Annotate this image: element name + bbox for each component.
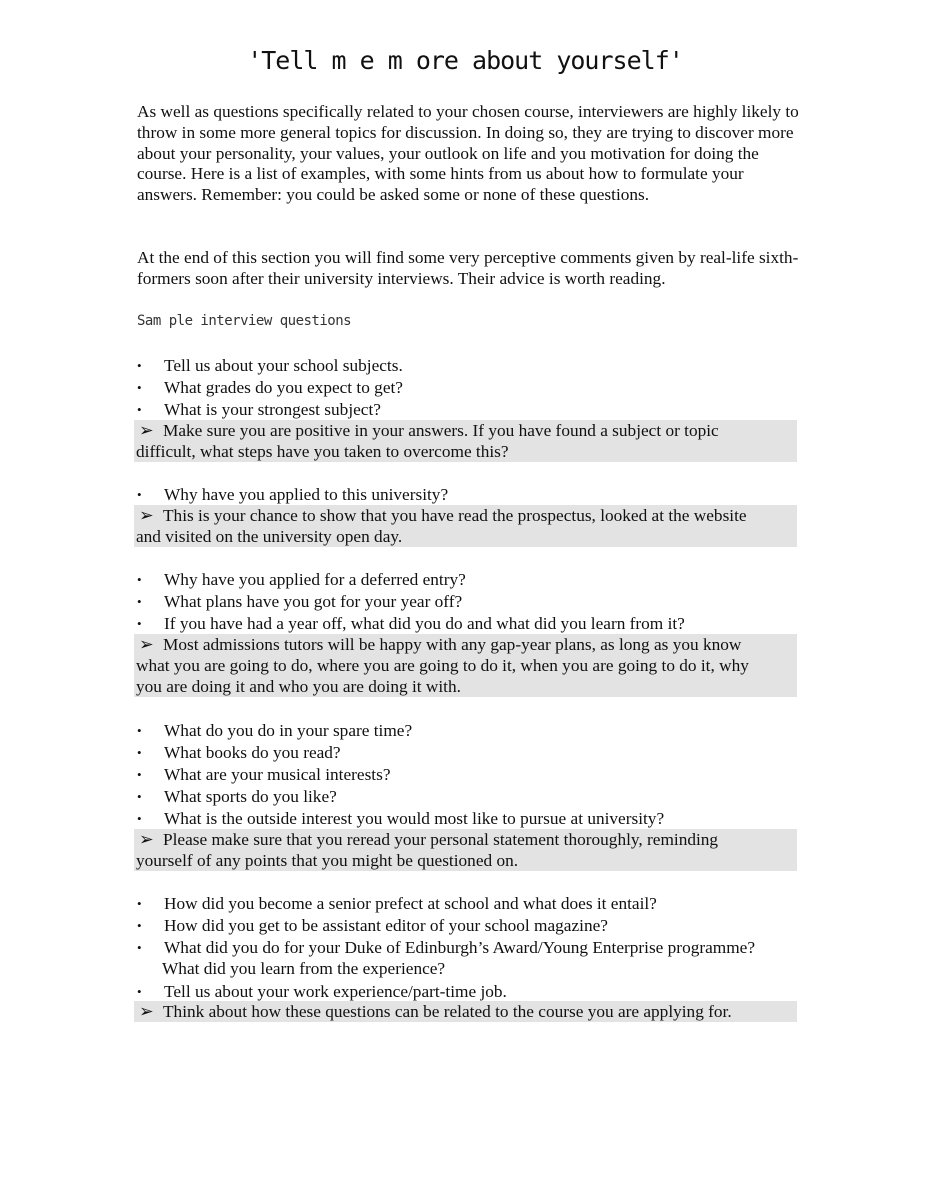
arrow-icon: ➢ (139, 506, 154, 525)
bullet-icon: • (137, 358, 142, 373)
bullet-icon: • (137, 940, 142, 955)
arrow-icon: ➢ (139, 635, 154, 654)
section-heading: Sam ple interview questions (137, 313, 352, 329)
bullet-icon: • (137, 789, 142, 804)
bullet-icon: • (137, 487, 142, 502)
bullet-icon: • (137, 896, 142, 911)
bullet-icon: • (137, 745, 142, 760)
bullet-icon: • (137, 723, 142, 738)
bullet-icon: • (137, 380, 142, 395)
arrow-icon: ➢ (139, 1002, 154, 1021)
bullet-icon: • (137, 767, 142, 782)
document-page: 'Tell m e m ore about yourself' As well as questions specifically related to your chosen course, interviewers are highly likely to throw in some more general topics for discussion. In doing so, they are trying to discover more about your personality, your values, your outlook on life and you motivation for doing the course. Here is a list of examples, with some hints from us about how to formulate your answers. Remember: you could be asked some or none of these questions. At the end of this section you will find some very perceptive comments given by real-life sixth-formers soon after their university interviews. Their advice is worth reading. Sam ple interview questions • Tell us about your school subjects. • What grades do you expect to get? • What is your strongest subject? ➢ Make sure you are positive in your answers. If you have found a subject or topic difficult, what steps have you taken to overcome this? • Why have you applied to this university? ➢ This is your chance to show that you have read the prospectus, looked at the website and visited on the university open day. • Why have you applied for a deferred entry? • What plans have you got for your year off? • If you have had a year off, what did you do and what did you learn from it? ➢ Most admissions tutors will be happy with any gap-year plans, as long as you know what you are going to do, where you are going to do it, when you are going to do it, why you are doing it and who you are doing it with. • What do you do in your spare time? • What books do you read? • What are your musical interests? • What sports do you like? • What is the outside interest you would most like to pursue at university? ➢ Please make sure that you reread your personal statement thoroughly, reminding yourself of any points that you might be questioned on. • How did you become a senior prefect at school and what does it entail? • How did you get to be assistant editor of your school magazine? • What did you do for your Duke of Edinburgh’s Award/Young Enterprise programme? What did you learn from the experience? • Tell us about your work experience/part-time job. ➢ Think about how these questions can be related to the course you are applying for. (0, 0, 930, 1200)
tip-box: ➢ Make sure you are positive in your answers. If you have found a subject or topic difficult, what steps have you taken to overcome this? (134, 420, 797, 462)
bullet-icon: • (137, 984, 142, 999)
tip-box: ➢ Think about how these questions can be related to the course you are applying for. (134, 1001, 797, 1022)
arrow-icon: ➢ (139, 421, 154, 440)
bullet-icon: • (137, 572, 142, 587)
tip-box: ➢ This is your chance to show that you have read the prospectus, looked at the website and visited on the university open day. (134, 505, 797, 547)
bullet-icon: • (137, 918, 142, 933)
bullet-icon: • (137, 811, 142, 826)
bullet-icon: • (137, 594, 142, 609)
tip-box: ➢ Most admissions tutors will be happy with any gap-year plans, as long as you know what you are going to do, where you are going to do it, when you are going to do it, why you are doing it and who you are doing it with. (134, 634, 797, 697)
tip-box: ➢ Please make sure that you reread your personal statement thoroughly, reminding yourself of any points that you might be questioned on. (134, 829, 797, 871)
question-item: • What did you do for your Duke of Edinburgh’s Award/Young Enterprise programme? What did you learn from the experience? (137, 938, 755, 978)
bullet-icon: • (137, 616, 142, 631)
arrow-icon: ➢ (139, 830, 154, 849)
page-title: 'Tell m e m ore about yourself' (247, 46, 683, 75)
intro-paragraph-1: As well as questions specifically related to your chosen course, interviewers are highly likely to throw in some more general topics for discussion. In doing so, they are trying to discover more about your personality, your values, your outlook on life and you motivation for doing the course. Here is a list of examples, with some hints from us about how to formulate your answers. Remember: you could be asked some or none of these questions. (137, 102, 799, 205)
intro-paragraph-2: At the end of this section you will find some very perceptive comments given by real-life sixth-formers soon after their university interviews. Their advice is worth reading. (137, 248, 799, 288)
bullet-icon: • (137, 402, 142, 417)
